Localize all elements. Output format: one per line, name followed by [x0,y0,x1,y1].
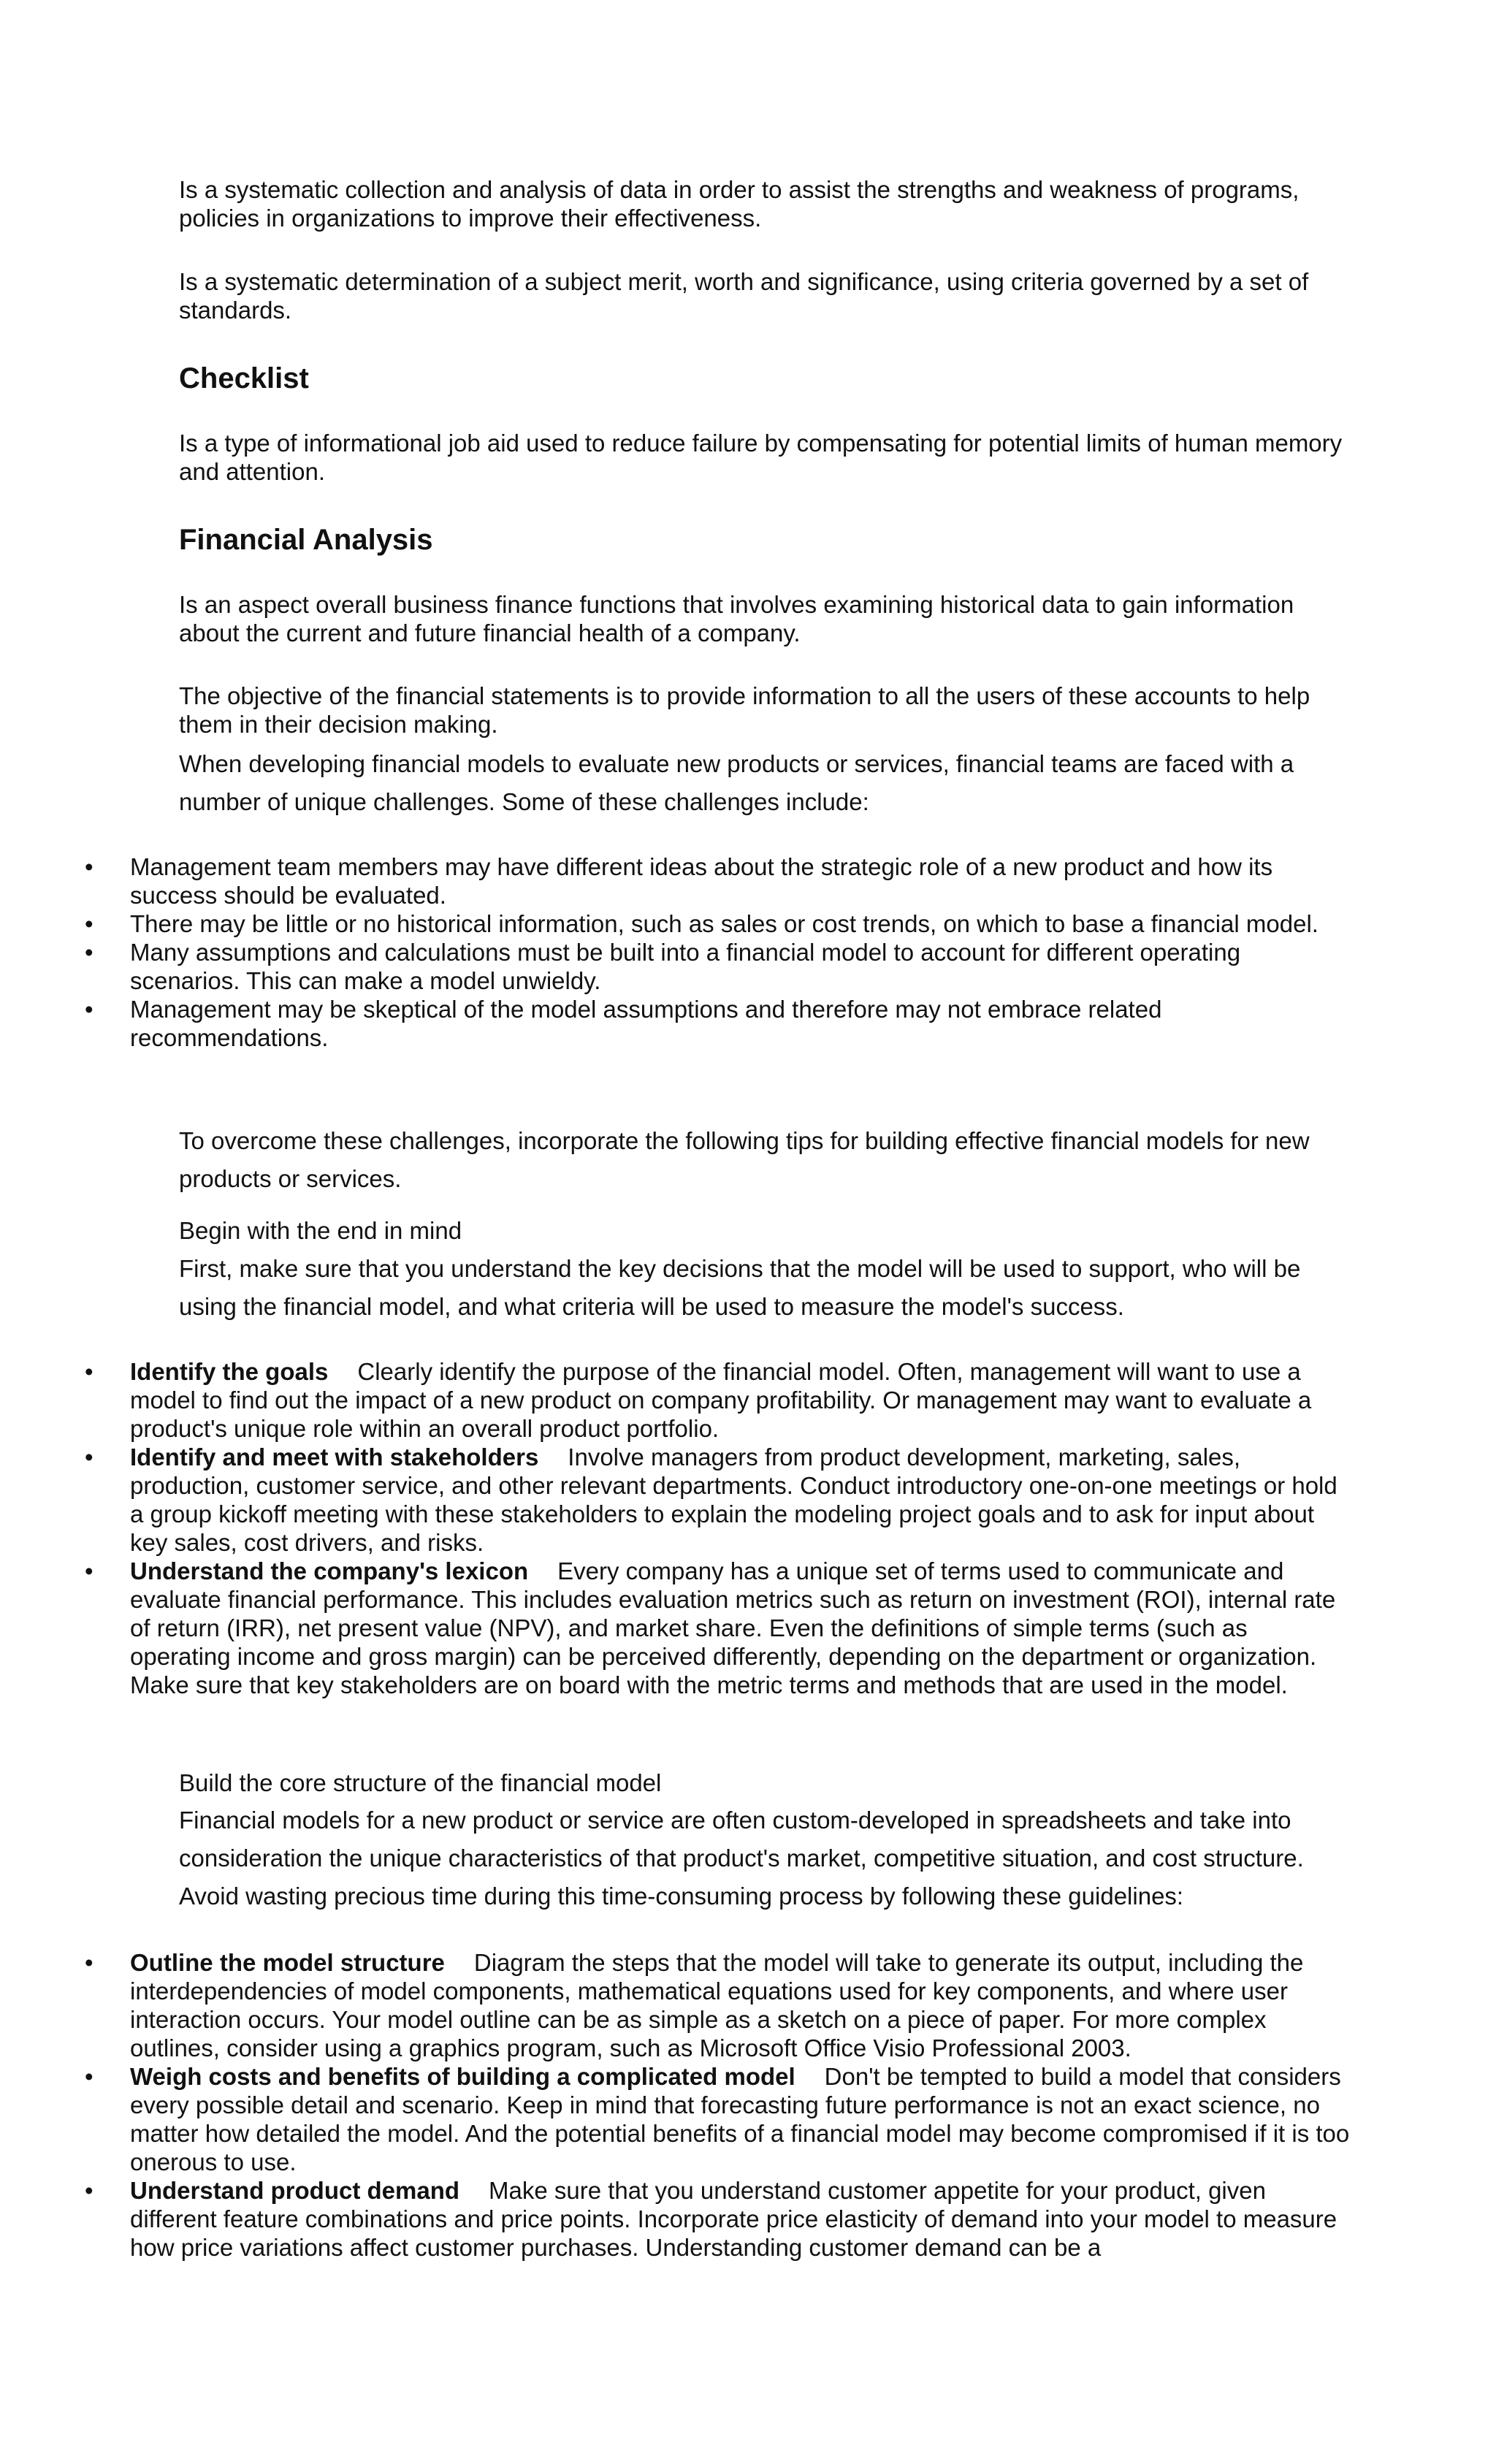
tip-title: Identify the goals [130,1358,329,1385]
tip-text: Diagram the steps that the model will take to generate its output, including the interdependencies of model components, mathematical equations used for key components, and where user interaction occurs. Your model outline can be as simple as a sketch on a piece of paper. For more complex outlines, consider using a graphics program, such as Microsoft Office Visio Professional 2003. [130,1949,1304,2061]
paragraph-financial-statements-objective: The objective of the financial statements is to provide information to all the users of these accounts to help them in their decision making. [179,682,1310,738]
paragraph-custom-developed-models: Financial models for a new product or service are often custom-developed in spreadsheets and take into consideration the unique characteristics of that product's market, competitive situation, and cost structure. Avoid wasting precious time during this time-consuming process by following these guidelines: [179,1807,1304,1910]
list-item: • Management team members may have different ideas about the strategic role of a new product and how its success should be evaluated. [85,853,1273,909]
bullet-icon: • [85,1358,94,1385]
paragraph-evaluation-definition: Is a systematic determination of a subject merit, worth and significance, using criteria governed by a set of standards. [179,268,1309,324]
paragraph-key-decisions: First, make sure that you understand the key decisions that the model will be used to support, who will be using the financial model, and what criteria will be used to measure the model's success. [179,1255,1301,1320]
list-item [0,1557,1350,1699]
tip-text: Involve managers from product development, marketing, sales, production, customer service, and other relevant departments. Conduct introductory one-on-one meetings or hold a group kickoff meeting with these stakeholders to explain the modeling project goals and to ask for input about key sales, cost drivers, and risks. [130,1443,1337,1556]
bullet-icon: • [85,939,94,966]
tip-title: Understand product demand [130,2177,460,2204]
tip-text: Clearly identify the purpose of the financial model. Often, management will want to use a model to find out the impact of a new product on company profitability. Or management may want to evaluate a product's unique role within an overall product portfolio. [130,1358,1312,1442]
list-item: • Management may be skeptical of the model assumptions and therefore may not embrace related recommendations. [85,996,1162,1051]
bullet-icon: • [85,2177,94,2204]
paragraph-overcome-challenges: To overcome these challenges, incorporate the following tips for building effective financial models for new products or services. [179,1127,1310,1192]
bullet-icon: • [85,1949,94,1976]
heading-checklist: Checklist [179,362,309,394]
list-item [0,1357,1350,1443]
paragraph-challenges-intro: When developing financial models to evaluate new products or services, financial teams are faced with a number of unique challenges. Some of these challenges include: [179,750,1294,815]
paragraph-build-core-structure: Build the core structure of the financial model [179,1769,662,1796]
bullet-icon: • [85,853,94,880]
bullet-icon: • [85,2063,94,2090]
paragraph-financial-analysis-definition: Is an aspect overall business finance functions that involves examining historical data to gain information about the current and future financial health of a company. [179,591,1294,646]
bullet-icon: • [85,996,94,1023]
tip-title: Weigh costs and benefits of building a complicated model [130,2063,795,2090]
paragraph-monitoring-definition: Is a systematic collection and analysis of data in order to assist the strengths and weakness of programs, policies in organizations to improve their effectiveness. [179,176,1300,232]
list-item [0,1443,1350,1557]
tip-title: Outline the model structure [130,1949,445,1976]
tip-text: Every company has a unique set of terms used to communicate and evaluate financial performance. This includes evaluation metrics such as return on investment (ROI), internal rate of return (IRR), net present value (NPV), and market share. Even the definitions of simple terms (such as operating income and gross margin) can be perceived differently, depending on the department or organization. Make sure that key stakeholders are on board with the metric terms and methods that are used in the model. [130,1557,1336,1698]
core-structure-tips-list [0,1948,1496,2262]
list-item [0,1948,1350,2062]
bullet-icon: • [85,1557,94,1584]
paragraph-checklist-definition: Is a type of informational job aid used to reduce failure by compensating for potential limits of human memory and attention. [179,430,1343,485]
tip-text: Don't be tempted to build a model that considers every possible detail and scenario. Keep in mind that forecasting future performance is not an exact science, no matter how detailed the model. And the potential benefits of a financial model may become compromised if it is too onerous to use. [130,2063,1350,2175]
tip-title: Understand the company's lexicon [130,1557,529,1584]
list-item [0,2176,1350,2262]
challenges-list [0,853,1496,1052]
bullet-icon: • [85,910,94,937]
heading-financial-analysis: Financial Analysis [179,524,433,556]
paragraph-begin-with-end: Begin with the end in mind [179,1217,462,1244]
tip-title: Identify and meet with stakeholders [130,1443,539,1471]
list-item: • Many assumptions and calculations must be built into a financial model to account for different operating scenarios. This can make a model unwieldy. [85,939,1241,994]
tip-text: Make sure that you understand customer appetite for your product, given different feature combinations and price points. Incorporate price elasticity of demand into your model to measure how price variations affect customer purchases. Understanding customer demand can be a [130,2177,1337,2261]
list-item [0,2062,1350,2176]
end-in-mind-tips-list [0,1357,1496,1699]
bullet-icon: • [85,1443,94,1471]
list-item: • There may be little or no historical information, such as sales or cost trends, on which to base a financial model. [85,910,1318,937]
